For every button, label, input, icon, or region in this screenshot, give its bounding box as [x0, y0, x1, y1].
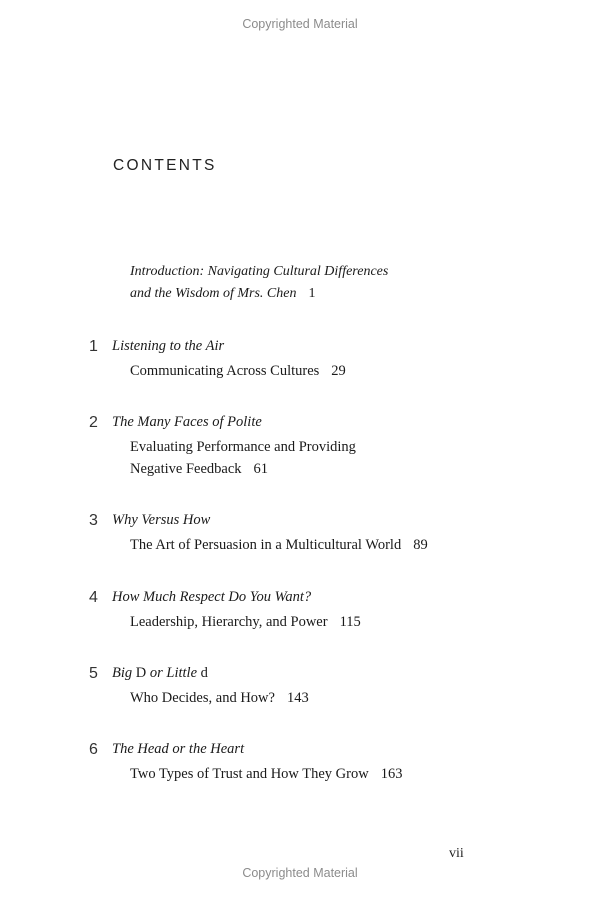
title-part: or Little	[146, 665, 201, 681]
chapter-number: 6	[89, 741, 98, 758]
chapter-subtitle: Two Types of Trust and How They Grow	[130, 766, 369, 782]
chapter-page-number: 115	[339, 614, 361, 630]
chapter-subtitle: Leadership, Hierarchy, and Power	[130, 614, 328, 630]
chapter-number: 2	[89, 414, 98, 431]
intro-page-number: 1	[308, 286, 316, 301]
chapter-page-number: 143	[286, 690, 309, 706]
chapter-subtitle: Who Decides, and How?	[130, 690, 275, 706]
chapter-number: 1	[89, 338, 98, 355]
toc-entry-introduction[interactable]	[130, 261, 388, 305]
chapter-subtitle: Communicating Across Cultures	[130, 363, 320, 379]
title-part: Big	[112, 665, 136, 681]
intro-title-line-1: Introduction: Navigating Cultural Differences	[130, 264, 389, 279]
chapter-title	[112, 665, 208, 682]
chapter-subtitle: The Art of Persuasion in a Multicultural World	[130, 537, 402, 553]
chapter-title: Listening to the Air	[112, 338, 225, 354]
chapter-page-number: 163	[380, 766, 403, 782]
chapter-page-number: 29	[331, 363, 346, 379]
title-part-upright: D	[135, 665, 147, 681]
chapter-title: The Many Faces of Polite	[112, 414, 262, 430]
chapter-title: Why Versus How	[112, 512, 211, 528]
chapter-page-number: 61	[253, 461, 269, 477]
chapter-number: 5	[89, 665, 98, 682]
copyright-watermark-top: Copyrighted Material	[242, 17, 358, 31]
copyright-watermark-bottom: Copyrighted Material	[242, 866, 358, 880]
page-folio: vii	[449, 846, 464, 861]
chapter-page-number: 89	[413, 537, 428, 553]
chapter-title: How Much Respect Do You Want?	[112, 589, 312, 605]
contents-heading: CONTENTS	[113, 157, 217, 174]
chapter-subtitle-line-2: Negative Feedback	[130, 461, 242, 477]
chapter-title: The Head or the Heart	[112, 741, 245, 757]
intro-title-line-2: and the Wisdom of Mrs. Chen	[130, 286, 297, 301]
chapter-number: 4	[89, 589, 98, 606]
chapter-subtitle-line-1: Evaluating Performance and Providing	[130, 439, 356, 455]
chapter-number: 3	[89, 512, 98, 529]
title-part-upright: d	[200, 665, 208, 681]
